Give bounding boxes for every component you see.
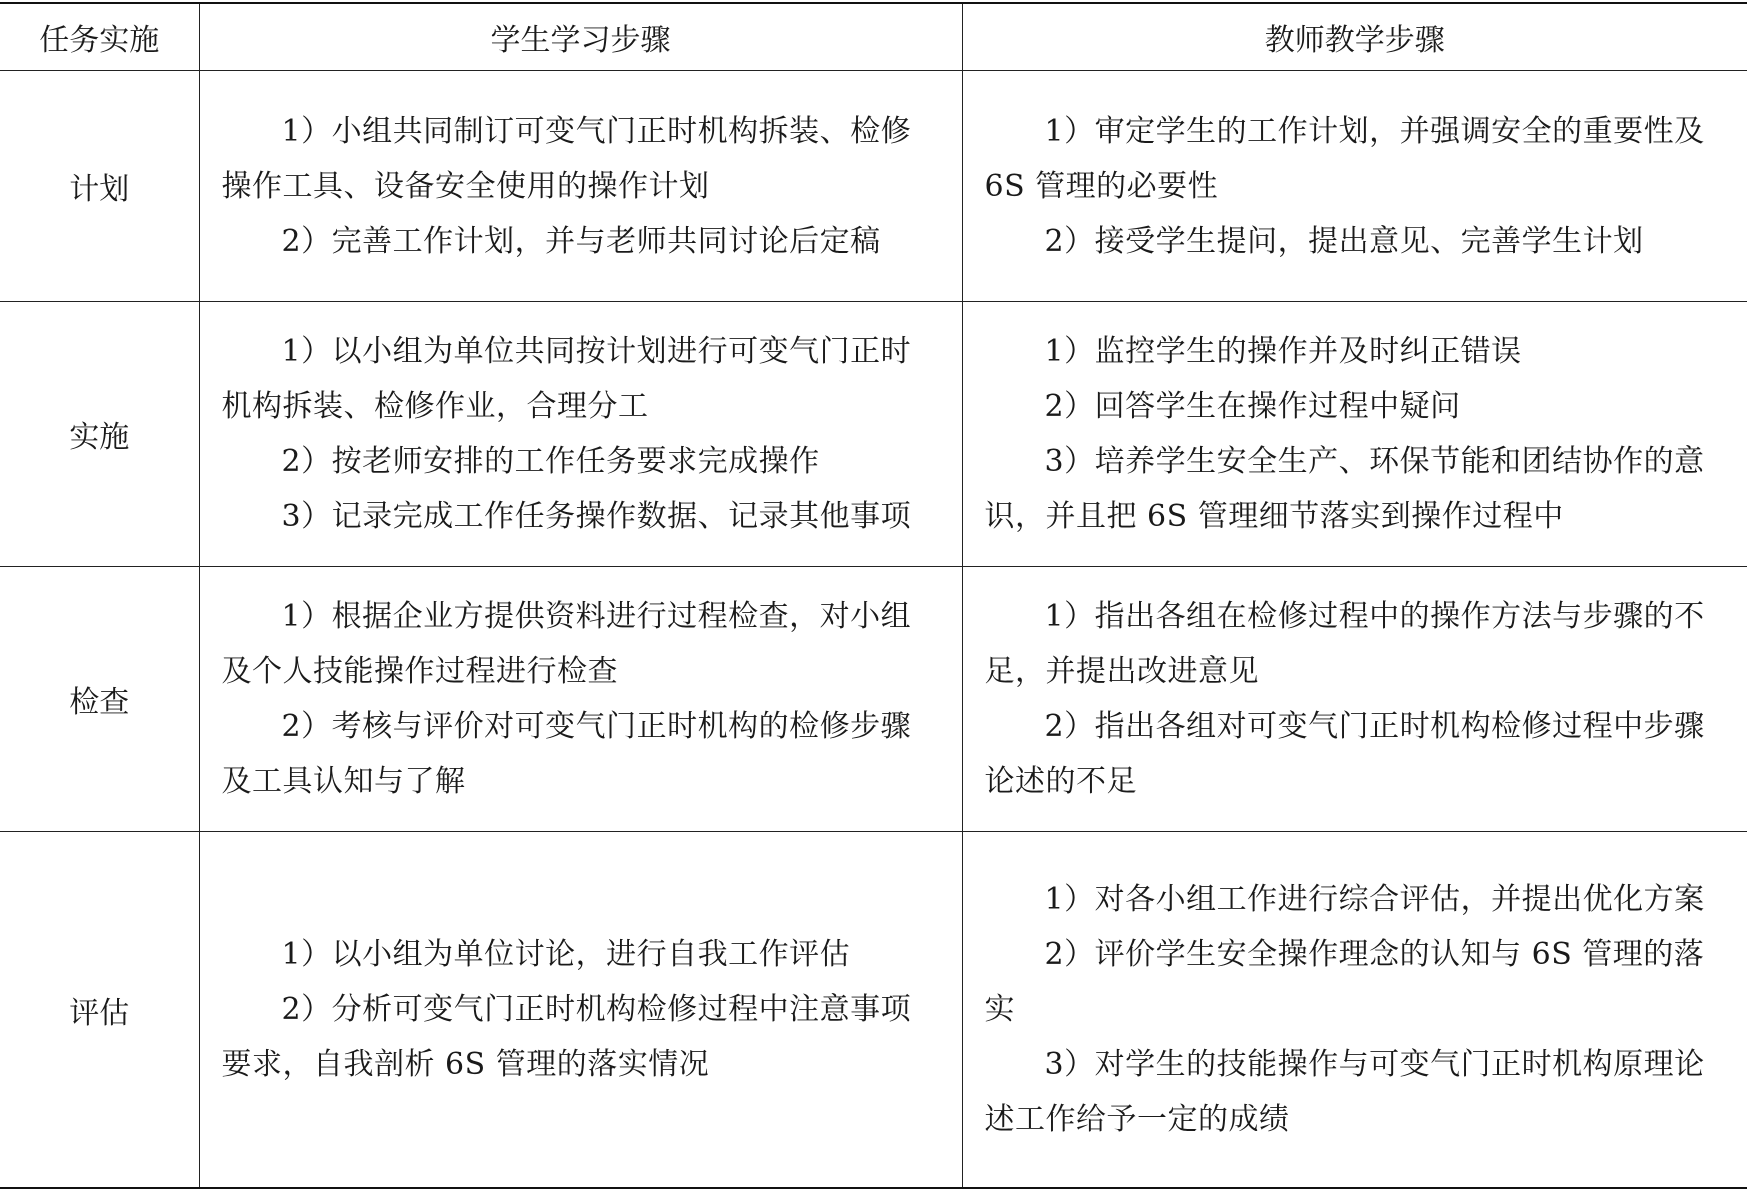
teacher-steps-cell	[962, 832, 1747, 1189]
teacher-step: 3）对学生的技能操作与可变气门正时机构原理论述工作给予一定的成绩	[984, 1047, 1705, 1137]
teacher-steps-cell	[962, 302, 1747, 567]
phase-cell: 检查	[0, 567, 199, 832]
table-row-evaluate	[0, 832, 1747, 1189]
student-step: 2）按老师安排的工作任务要求完成操作	[281, 444, 820, 479]
teacher-step: 2）指出各组对可变气门正时机构检修过程中步骤论述的不足	[984, 709, 1705, 799]
student-steps-cell	[199, 302, 962, 567]
header-row	[0, 3, 1747, 71]
teacher-step: 2）评价学生安全操作理念的认知与 6S 管理的落实	[984, 937, 1705, 1027]
teacher-steps-cell	[962, 71, 1747, 302]
student-step: 1）根据企业方提供资料进行过程检查，对小组及个人技能操作过程进行检查	[221, 599, 912, 689]
teacher-step: 1）指出各组在检修过程中的操作方法与步骤的不足，并提出改进意见	[984, 599, 1705, 689]
table-row-check	[0, 567, 1747, 832]
student-steps-cell	[199, 832, 962, 1189]
student-step: 2）分析可变气门正时机构检修过程中注意事项要求，自我剖析 6S 管理的落实情况	[221, 992, 912, 1082]
student-step: 1）以小组为单位讨论，进行自我工作评估	[281, 937, 851, 972]
header-student-steps: 学生学习步骤	[199, 3, 962, 71]
student-step: 1）以小组为单位共同按计划进行可变气门正时机构拆装、检修作业，合理分工	[221, 334, 912, 424]
teacher-step: 1）监控学生的操作并及时纠正错误	[1044, 334, 1522, 369]
table-row-implement	[0, 302, 1747, 567]
teacher-step: 1）对各小组工作进行综合评估，并提出优化方案	[1044, 882, 1705, 917]
teacher-step: 2）接受学生提问，提出意见、完善学生计划	[1044, 223, 1644, 259]
teacher-step: 1）审定学生的工作计划，并强调安全的重要性及 6S 管理的必要性	[984, 113, 1705, 204]
teacher-steps-cell	[962, 567, 1747, 832]
student-steps-cell	[199, 71, 962, 302]
student-step: 1）小组共同制订可变气门正时机构拆装、检修操作工具、设备安全使用的操作计划	[221, 113, 912, 204]
student-step: 2）考核与评价对可变气门正时机构的检修步骤及工具认知与了解	[221, 709, 912, 799]
teacher-step: 2）回答学生在操作过程中疑问	[1044, 389, 1461, 424]
student-step: 2）完善工作计划，并与老师共同讨论后定稿	[281, 223, 881, 259]
table-row-plan	[0, 71, 1747, 302]
student-steps-cell	[199, 567, 962, 832]
teacher-step: 3）培养学生安全生产、环保节能和团结协作的意识，并且把 6S 管理细节落实到操作过程中	[984, 444, 1705, 534]
phase-cell: 计划	[0, 71, 199, 302]
header-teacher-steps: 教师教学步骤	[962, 3, 1747, 71]
phase-cell: 评估	[0, 832, 199, 1189]
task-implementation-table	[0, 2, 1747, 1189]
student-step: 3）记录完成工作任务操作数据、记录其他事项	[281, 499, 912, 534]
phase-cell: 实施	[0, 302, 199, 567]
header-phase: 任务实施	[0, 3, 199, 71]
